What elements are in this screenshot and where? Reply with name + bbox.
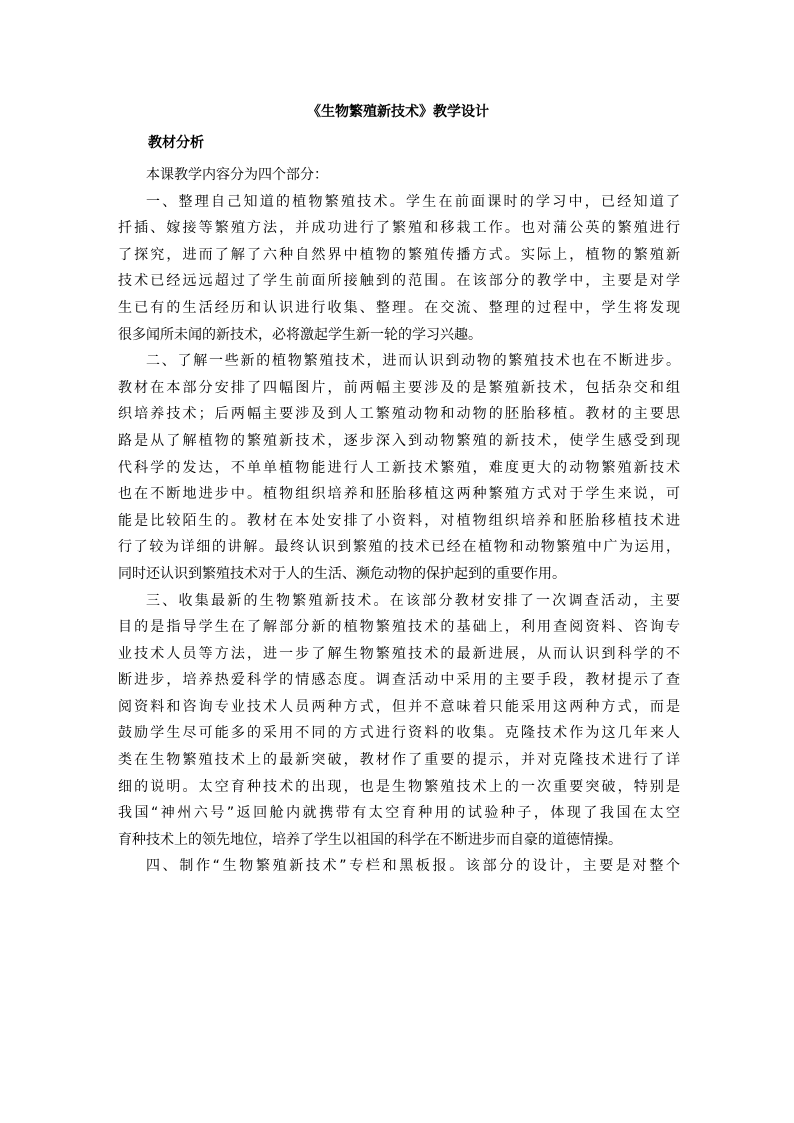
document-body xyxy=(118,162,680,880)
text-line: 路是从了解植物的繁殖新技术，逐步深入到动物繁殖的新技术，使学生感受到现 xyxy=(118,432,680,449)
text-line: 同时还认识到繁殖技术对于人的生活、濒危动物的保护起到的重要作用。 xyxy=(118,565,566,582)
text-line: 育种技术上的领先地位，培养了学生以祖国的科学在不断进步而自豪的道德情操。 xyxy=(118,831,622,848)
text-line: 本课教学内容分为四个部分： xyxy=(146,167,328,183)
document-title: 《生物繁殖新技术》教学设计 xyxy=(307,104,489,120)
text-line: 一、整理自己知道的植物繁殖技术。学生在前面课时的学习中，已经知道了 xyxy=(146,193,680,210)
text-line: 断进步，培养热爱科学的情感态度。调查活动中采用的主要手段，教材提示了查 xyxy=(118,672,680,689)
text-line: 了探究，进而了解了六种自然界中植物的繁殖传播方式。实际上，植物的繁殖新 xyxy=(118,246,680,263)
text-line: 二、了解一些新的植物繁殖技术，进而认识到动物的繁殖技术也在不断进步。 xyxy=(146,353,680,370)
text-line: 代科学的发达，不单单植物能进行人工新技术繁殖，难度更大的动物繁殖新技术 xyxy=(118,459,680,476)
text-line: 细的说明。太空育种技术的出现，也是生物繁殖技术上的一次重要突破，特别是 xyxy=(118,778,680,795)
text-line: 很多闻所未闻的新技术，必将激起学生新一轮的学习兴趣。 xyxy=(118,326,482,343)
text-line: 教材在本部分安排了四幅图片，前两幅主要涉及的是繁殖新技术，包括杂交和组 xyxy=(118,379,680,396)
text-line: 类在生物繁殖技术上的最新突破，教材作了重要的提示，并对克隆技术进行了详 xyxy=(118,752,680,769)
text-line: 扦插、嫁接等繁殖方法，并成功进行了繁殖和移栽工作。也对蒲公英的繁殖进行 xyxy=(118,220,680,237)
text-line: 生已有的生活经历和认识进行收集、整理。在交流、整理的过程中，学生将发现 xyxy=(118,299,680,316)
text-line: 能是比较陌生的。教材在本处安排了小资料，对植物组织培养和胚胎移植技术进 xyxy=(118,512,680,529)
text-line: 技术已经远远超过了学生前面所接触到的范围。在该部分的教学中，主要是对学 xyxy=(118,273,680,290)
section-heading: 教材分析 xyxy=(148,135,204,151)
text-line: 业技术人员等方法，进一步了解生物繁殖技术的最新进展，从而认识到科学的不 xyxy=(118,645,680,662)
text-line: 目的是指导学生在了解部分新的植物繁殖技术的基础上，利用查阅资料、咨询专 xyxy=(118,619,680,636)
text-line: 阅资料和咨询专业技术人员两种方式，但并不意味着只能采用这两种方式，而是 xyxy=(118,698,680,715)
text-line: 四、制作“生物繁殖新技术”专栏和黑板报。该部分的设计，主要是对整个 xyxy=(146,858,680,875)
text-line: 织培养技术；后两幅主要涉及到人工繁殖动物和动物的胚胎移植。教材的主要思 xyxy=(118,406,680,423)
text-line: 行了较为详细的讲解。最终认识到繁殖的技术已经在植物和动物繁殖中广为运用， xyxy=(118,539,680,556)
text-line: 也在不断地进步中。植物组织培养和胚胎移植这两种繁殖方式对于学生来说，可 xyxy=(118,486,680,503)
text-line: 鼓励学生尽可能多的采用不同的方式进行资料的收集。克隆技术作为这几年来人 xyxy=(118,725,680,742)
text-line: 三、收集最新的生物繁殖新技术。在该部分教材安排了一次调查活动，主要 xyxy=(146,592,680,609)
text-line: 我国“神州六号”返回舱内就携带有太空育种用的试验种子，体现了我国在太空 xyxy=(118,805,680,822)
